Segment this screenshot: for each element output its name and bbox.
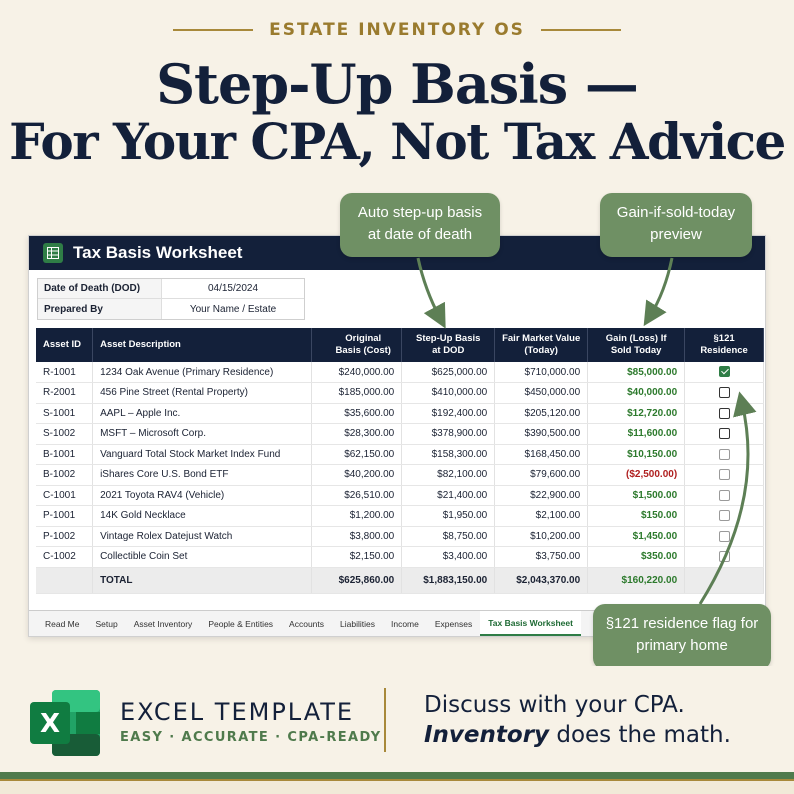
residence-checkbox[interactable]: [719, 551, 730, 562]
column-header-text: Original Basis (Cost): [335, 333, 391, 356]
residence-flag-cell: [685, 362, 764, 383]
asset-id-cell[interactable]: C-1002: [36, 547, 93, 568]
step-up-basis-cell[interactable]: $410,000.00: [402, 383, 495, 404]
table-row[interactable]: [36, 506, 764, 527]
fair-market-value-cell[interactable]: $390,500.00: [495, 424, 588, 445]
total-blank-cell: [36, 567, 93, 593]
sheet-tab[interactable]: Accounts: [289, 618, 325, 629]
step-up-basis-cell[interactable]: $1,950.00: [402, 506, 495, 527]
callout-gain-preview: Gain-if-sold-today preview: [600, 193, 752, 257]
asset-id-cell[interactable]: C-1001: [36, 485, 93, 506]
residence-checkbox[interactable]: [719, 531, 730, 542]
residence-checkbox[interactable]: [719, 428, 730, 439]
residence-flag-cell: [685, 547, 764, 568]
column-header-text: Gain (Loss) If Sold Today: [605, 333, 667, 356]
meta-row-dod: [38, 279, 304, 299]
asset-id-cell[interactable]: S-1001: [36, 403, 93, 424]
table-row[interactable]: [36, 444, 764, 465]
callout-step-up-basis: Auto step-up basis at date of death: [340, 193, 500, 257]
table-row[interactable]: [36, 547, 764, 568]
gain-loss-cell[interactable]: $12,720.00: [588, 403, 685, 424]
headline-line-1: Step-Up Basis —: [156, 52, 638, 116]
table-row[interactable]: [36, 403, 764, 424]
headline-line-2: For Your CPA, Not Tax Advice: [9, 112, 785, 171]
residence-checkbox[interactable]: [719, 408, 730, 419]
sheet-tab[interactable]: Read Me: [45, 618, 80, 629]
step-up-basis-cell[interactable]: $158,300.00: [402, 444, 495, 465]
footer-cream-stripe: [0, 781, 794, 794]
excel-logo-icon: [30, 690, 102, 756]
date-of-death-cell[interactable]: 04/15/2024: [207, 283, 259, 294]
asset-id-cell[interactable]: B-1001: [36, 444, 93, 465]
step-up-basis-cell[interactable]: $378,900.00: [402, 424, 495, 445]
asset-description-cell[interactable]: 2021 Toyota RAV4 (Vehicle): [93, 485, 312, 506]
column-header[interactable]: [402, 328, 495, 362]
residence-checkbox[interactable]: [719, 387, 730, 398]
eyebrow-rule-left: [173, 29, 253, 31]
step-up-basis-cell[interactable]: $3,400.00: [402, 547, 495, 568]
table-row[interactable]: [36, 485, 764, 506]
sheet-tab[interactable]: Tax Basis Worksheet: [480, 611, 581, 636]
column-header-text: §121 Residence: [700, 333, 748, 356]
total-gain-cell: $160,220.00: [588, 567, 685, 593]
column-header[interactable]: Asset ID: [36, 328, 93, 362]
asset-description-cell[interactable]: iShares Core U.S. Bond ETF: [93, 465, 312, 486]
asset-id-cell[interactable]: P-1001: [36, 506, 93, 527]
excel-logo-letter: X: [39, 709, 61, 739]
total-step-up-basis-cell: $1,883,150.00: [402, 567, 495, 593]
total-label-cell: TOTAL: [93, 567, 312, 593]
original-basis-cell[interactable]: $3,800.00: [312, 526, 402, 547]
fair-market-value-cell[interactable]: $3,750.00: [495, 547, 588, 568]
sheet-tab[interactable]: People & Entities: [208, 618, 274, 629]
fair-market-value-cell[interactable]: $168,450.00: [495, 444, 588, 465]
template-title: EXCEL TEMPLATE: [120, 698, 355, 726]
step-up-basis-cell[interactable]: $192,400.00: [402, 403, 495, 424]
residence-checkbox[interactable]: [719, 490, 730, 501]
sheet-tab[interactable]: Setup: [95, 618, 118, 629]
table-header-row: [36, 328, 764, 362]
residence-flag-cell: [685, 424, 764, 445]
fair-market-value-cell[interactable]: $450,000.00: [495, 383, 588, 404]
residence-flag-cell: [685, 444, 764, 465]
original-basis-cell[interactable]: $185,000.00: [312, 383, 402, 404]
asset-description-cell[interactable]: 14K Gold Necklace: [93, 506, 312, 527]
asset-id-cell[interactable]: B-1002: [36, 465, 93, 486]
original-basis-cell[interactable]: $35,600.00: [312, 403, 402, 424]
gain-loss-cell[interactable]: $1,450.00: [588, 526, 685, 547]
meta-label: Date of Death (DOD): [38, 279, 162, 298]
table-row[interactable]: [36, 465, 764, 486]
residence-flag-cell: [685, 526, 764, 547]
total-original-basis-cell: $625,860.00: [312, 567, 402, 593]
table-row[interactable]: [36, 362, 764, 383]
table-row[interactable]: [36, 526, 764, 547]
asset-id-cell[interactable]: R-2001: [36, 383, 93, 404]
column-header[interactable]: [495, 328, 588, 362]
step-up-basis-cell[interactable]: $8,750.00: [402, 526, 495, 547]
residence-checkbox[interactable]: [719, 449, 730, 460]
asset-id-cell[interactable]: R-1001: [36, 362, 93, 383]
sheet-tab[interactable]: Asset Inventory: [133, 618, 193, 629]
gain-loss-cell[interactable]: $11,600.00: [588, 424, 685, 445]
fair-market-value-cell[interactable]: $2,100.00: [495, 506, 588, 527]
asset-description-cell[interactable]: MSFT – Microsoft Corp.: [93, 424, 312, 445]
residence-flag-cell: [685, 403, 764, 424]
column-header[interactable]: [588, 328, 685, 362]
original-basis-cell[interactable]: $240,000.00: [312, 362, 402, 383]
meta-box: [37, 278, 305, 320]
total-residence-blank-cell: [685, 567, 764, 593]
fair-market-value-cell[interactable]: $205,120.00: [495, 403, 588, 424]
eyebrow-rule-right: [541, 29, 621, 31]
residence-flag-cell: [685, 485, 764, 506]
callout-residence-flag: §121 residence flag for primary home: [593, 604, 771, 670]
spreadsheet-window: [28, 235, 766, 637]
step-up-basis-cell[interactable]: $21,400.00: [402, 485, 495, 506]
fair-market-value-cell[interactable]: $22,900.00: [495, 485, 588, 506]
original-basis-cell[interactable]: $26,510.00: [312, 485, 402, 506]
asset-description-cell[interactable]: Vanguard Total Stock Market Index Fund: [93, 444, 312, 465]
tagline-line-2: [424, 722, 731, 748]
spreadsheet-icon: [43, 243, 63, 263]
gain-loss-cell[interactable]: $85,000.00: [588, 362, 685, 383]
gain-loss-cell[interactable]: ($2,500.00): [588, 465, 685, 486]
column-header-text: Fair Market Value (Today): [502, 333, 581, 356]
step-up-basis-cell[interactable]: $82,100.00: [402, 465, 495, 486]
tagline-line-1: Discuss with your CPA.: [424, 692, 685, 718]
eyebrow: [0, 20, 794, 40]
template-subtitle: EASY · ACCURATE · CPA-READY: [120, 730, 382, 745]
asset-description-cell[interactable]: Collectible Coin Set: [93, 547, 312, 568]
footer-divider: [384, 688, 386, 752]
original-basis-cell[interactable]: $62,150.00: [312, 444, 402, 465]
residence-checkbox[interactable]: [719, 469, 730, 480]
gain-loss-cell[interactable]: $10,150.00: [588, 444, 685, 465]
column-header-text: Step-Up Basis at DOD: [416, 333, 481, 356]
residence-checkbox-checked[interactable]: [719, 366, 730, 377]
gain-loss-cell[interactable]: $1,500.00: [588, 485, 685, 506]
gain-loss-cell[interactable]: $40,000.00: [588, 383, 685, 404]
column-header[interactable]: [685, 328, 764, 362]
residence-flag-cell: [685, 383, 764, 404]
tagline-emphasis: Inventory: [424, 722, 550, 748]
asset-description-cell[interactable]: 456 Pine Street (Rental Property): [93, 383, 312, 404]
column-header[interactable]: Asset Description: [93, 328, 312, 362]
meta-label: Prepared By: [38, 299, 162, 319]
column-header[interactable]: [312, 328, 402, 362]
total-fmv-cell: $2,043,370.00: [495, 567, 588, 593]
tagline-rest: does the math.: [549, 722, 731, 748]
original-basis-cell[interactable]: $2,150.00: [312, 547, 402, 568]
asset-description-cell[interactable]: AAPL – Apple Inc.: [93, 403, 312, 424]
sheet-tab[interactable]: Income: [390, 618, 419, 629]
residence-flag-cell: [685, 465, 764, 486]
asset-id-cell[interactable]: P-1002: [36, 526, 93, 547]
gain-loss-cell[interactable]: $150.00: [588, 506, 685, 527]
fair-market-value-cell[interactable]: $10,200.00: [495, 526, 588, 547]
gain-loss-cell[interactable]: $350.00: [588, 547, 685, 568]
asset-id-cell[interactable]: S-1002: [36, 424, 93, 445]
table-row[interactable]: [36, 424, 764, 445]
original-basis-cell[interactable]: $40,200.00: [312, 465, 402, 486]
sheet-title: Tax Basis Worksheet: [73, 243, 243, 262]
fair-market-value-cell[interactable]: $710,000.00: [495, 362, 588, 383]
original-basis-cell[interactable]: $28,300.00: [312, 424, 402, 445]
asset-description-cell[interactable]: Vintage Rolex Datejust Watch: [93, 526, 312, 547]
table-row[interactable]: [36, 383, 764, 404]
asset-description-cell[interactable]: 1234 Oak Avenue (Primary Residence): [93, 362, 312, 383]
residence-checkbox[interactable]: [719, 510, 730, 521]
residence-flag-cell: [685, 506, 764, 527]
fair-market-value-cell[interactable]: $79,600.00: [495, 465, 588, 486]
footer-green-stripe: [0, 772, 794, 779]
step-up-basis-cell[interactable]: $625,000.00: [402, 362, 495, 383]
tax-basis-table: [36, 328, 764, 594]
sheet-tab[interactable]: Liabilities: [340, 618, 375, 629]
meta-row-prepared-by: [38, 299, 304, 319]
prepared-by-cell[interactable]: Your Name / Estate: [189, 303, 277, 315]
original-basis-cell[interactable]: $1,200.00: [312, 506, 402, 527]
eyebrow-text: ESTATE INVENTORY OS: [269, 20, 525, 40]
sheet-tab[interactable]: Expenses: [434, 618, 473, 629]
total-row: [36, 567, 764, 593]
